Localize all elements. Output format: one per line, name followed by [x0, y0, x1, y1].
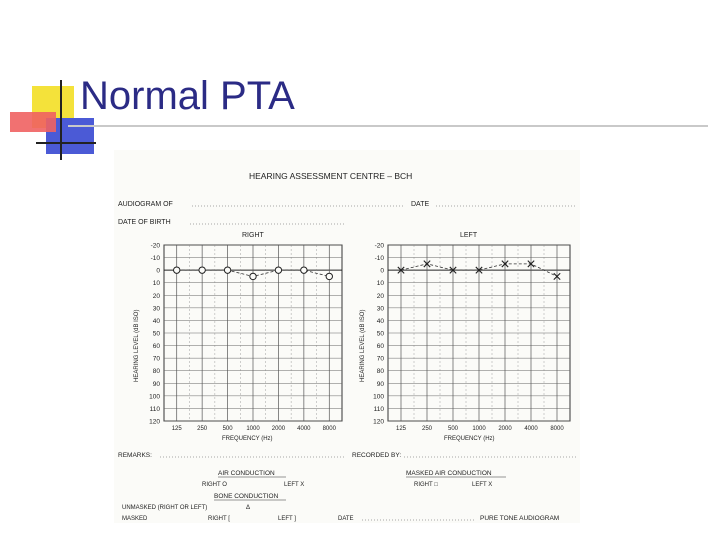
mac-left-label: LEFT X: [472, 482, 493, 488]
right-ytick-label: 100: [149, 393, 160, 401]
remarks-label: REMARKS:: [118, 452, 152, 459]
air-conduction-label: AIR CONDUCTION: [218, 470, 275, 477]
left-ear-heading: LEFT: [460, 232, 478, 239]
left-xtick-label: 1000: [472, 426, 486, 432]
right-ytick-label: 110: [149, 405, 160, 413]
right-ytick-label: 70: [152, 355, 160, 363]
left-ytick-label: 50: [376, 330, 384, 338]
right-ytick-label: 60: [152, 343, 160, 351]
mac-right-label: RIGHT □: [414, 482, 438, 488]
left-ytick-label: 60: [376, 343, 384, 351]
left-ytick-label: 30: [376, 305, 384, 313]
right-air-conduction-point: [326, 273, 332, 279]
right-xtick-label: 2000: [271, 426, 286, 432]
left-ytick-label: 110: [373, 405, 384, 413]
left-ytick-label: 20: [376, 292, 384, 300]
right-ytick-label: -20: [150, 242, 160, 250]
left-xtick-label: 4000: [524, 426, 538, 432]
date-of-birth-label: DATE OF BIRTH: [118, 219, 171, 226]
right-ytick-label: 10: [152, 280, 160, 288]
left-ytick-label: -20: [374, 242, 384, 250]
right-air-conduction-point: [174, 267, 180, 273]
left-ytick-label: 40: [376, 317, 384, 325]
left-ytick-label: 0: [380, 267, 384, 275]
audiogram-of-label: AUDIOGRAM OF: [118, 201, 173, 208]
right-ytick-label: 30: [152, 305, 160, 313]
right-air-conduction-point: [250, 273, 256, 279]
left-ytick-label: -10: [374, 255, 384, 263]
right-xtick-label: 4000: [297, 426, 311, 432]
left-audiogram: [373, 243, 570, 433]
unmasked-symbol: Δ: [246, 505, 251, 511]
right-xtick-label: 1000: [246, 426, 260, 432]
right-xtick-label: 8000: [322, 426, 336, 432]
masked-left-label: LEFT ]: [278, 516, 296, 522]
right-ytick-label: 80: [152, 368, 160, 376]
right-air-conduction-point: [301, 267, 307, 273]
masked-right-label: RIGHT [: [208, 516, 230, 522]
left-ytick-label: 120: [373, 418, 384, 426]
right-air-conduction-point: [224, 267, 230, 273]
unmasked-label: UNMASKED (RIGHT OR LEFT): [122, 505, 208, 511]
right-xtick-label: 125: [171, 426, 182, 432]
left-ytick-label: 70: [376, 355, 384, 363]
right-ytick-label: 50: [152, 330, 160, 338]
left-ytick-label: 100: [373, 393, 384, 401]
slide-title: Normal PTA: [80, 74, 295, 118]
masked-label: MASKED: [122, 516, 148, 522]
left-xtick-label: 125: [395, 426, 407, 432]
left-ytick-label: 10: [376, 280, 384, 288]
decor-red-bar: [10, 112, 56, 132]
date-label: DATE: [411, 201, 430, 208]
left-xtick-label: 2000: [498, 426, 512, 432]
right-air-conduction-point: [275, 267, 281, 273]
ac-left-label: LEFT X: [284, 482, 305, 488]
centre-heading: HEARING ASSESSMENT CENTRE – BCH: [249, 171, 413, 181]
right-xtick-label: 250: [197, 426, 208, 432]
right-xtick-label: 500: [222, 426, 233, 432]
right-ytick-label: 20: [152, 292, 160, 300]
right-ear-heading: RIGHT: [242, 232, 264, 239]
recorded-by-label: RECORDED BY:: [352, 452, 402, 459]
pure-tone-label: PURE TONE AUDIOGRAM: [480, 515, 560, 522]
bone-conduction-label: BONE CONDUCTION: [214, 493, 279, 500]
decor-horizontal-line: [36, 142, 96, 144]
audiogram-form: [114, 150, 580, 523]
left-xtick-label: 250: [421, 426, 433, 432]
title-rule: [68, 125, 708, 127]
ac-right-label: RIGHT O: [202, 482, 227, 488]
left-xlabel: FREQUENCY (Hz): [444, 436, 495, 442]
right-air-conduction-point: [199, 267, 205, 273]
left-ytick-label: 90: [376, 380, 384, 388]
left-xtick-label: 8000: [550, 426, 564, 432]
audiogram-svg: [114, 150, 580, 523]
left-ytick-label: 80: [376, 368, 384, 376]
right-audiogram: [149, 243, 342, 433]
masked-air-conduction-label: MASKED AIR CONDUCTION: [406, 470, 492, 477]
right-ytick-label: 40: [152, 317, 160, 325]
date2-label: DATE: [338, 516, 354, 522]
right-ytick-label: 90: [152, 380, 160, 388]
left-ylabel: HEARING LEVEL (dB ISO): [360, 309, 366, 382]
right-ytick-label: 0: [156, 267, 160, 275]
right-ylabel: HEARING LEVEL (dB ISO): [134, 309, 140, 382]
right-ytick-label: -10: [150, 255, 160, 263]
right-xlabel: FREQUENCY (Hz): [222, 436, 273, 442]
left-xtick-label: 500: [447, 426, 459, 432]
decor-vertical-line: [60, 80, 62, 160]
right-ytick-label: 120: [149, 418, 160, 426]
